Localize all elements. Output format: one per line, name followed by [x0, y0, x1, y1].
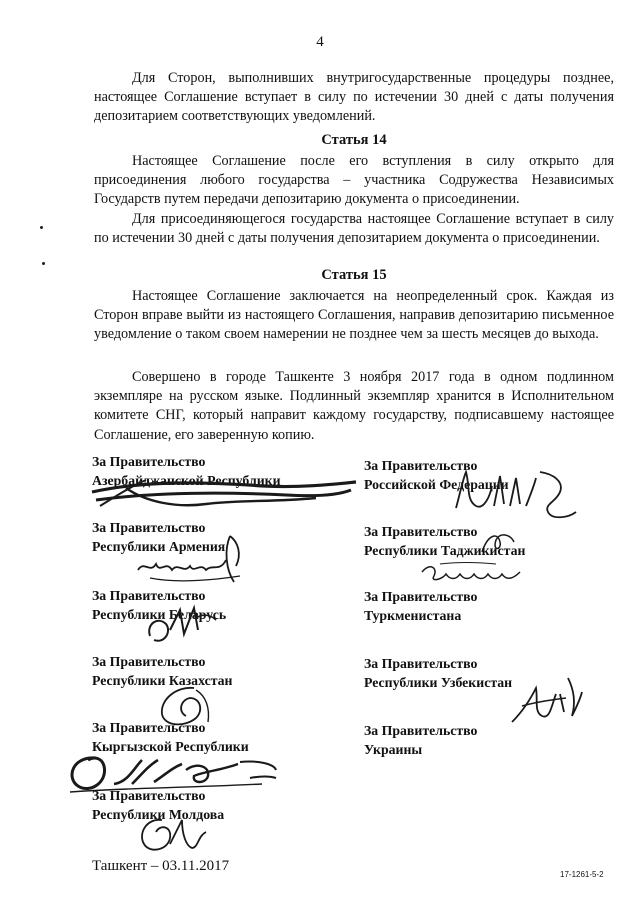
sig-line-2: Республики Молдова — [92, 807, 225, 822]
russia-signature-scribble — [436, 466, 586, 526]
article-15-body — [94, 287, 614, 345]
article-15-heading: Статья 15 — [321, 267, 387, 283]
sig-line-2: Республики Таджикистан — [364, 543, 526, 558]
sig-line-1: За Правительство — [364, 723, 478, 738]
sig-line-1: За Правительство — [92, 788, 206, 803]
kazakhstan-signature-scribble — [150, 682, 220, 732]
article-14-body — [94, 152, 614, 248]
sig-line-1: За Правительство — [364, 656, 478, 671]
sig-line-2: Республики Беларусь — [92, 607, 227, 622]
sig-line-1: За Правительство — [364, 524, 478, 539]
sig-line-1: За Правительство — [92, 720, 206, 735]
tajikistan-signature-scribble — [478, 528, 518, 558]
turkmenistan-signature-scribble — [416, 560, 526, 586]
paragraph-text: Для Сторон, выполнивших внутригосударственные процедуры позднее, настоящее Соглашение вступает в силу по истечении 30 дней с даты получения депозитарием соответствующих уведомлений. — [94, 70, 614, 125]
sig-line-2: Республики Узбекистан — [364, 675, 513, 690]
belarus-signature-scribble — [140, 600, 220, 650]
place-and-date: Ташкент – 03.11.2017 — [92, 858, 230, 874]
article-15-paragraph-1: Настоящее Соглашение заключается на неопределенный срок. Каждая из Сторон вправе выйти из настоящего Соглашения, направив депозитарию письменное уведомление о таком своем намерении не позднее чем за шесть месяцев до выхода. — [94, 288, 614, 343]
sig-line-2: Российской Федерации — [364, 477, 509, 492]
sig-line-2: Республики Казахстан — [92, 673, 233, 688]
sig-line-2: Украины — [364, 742, 423, 757]
armenia-signature-scribble — [130, 530, 260, 590]
scan-speck — [40, 226, 43, 229]
sig-line-1: За Правительство — [92, 588, 206, 603]
azerbaijan-signature-scribble — [86, 462, 366, 514]
sig-line-2: Азербайджанской Республики — [92, 473, 281, 488]
signature-block-turkmenistan — [364, 587, 477, 625]
page-number: 4 — [316, 34, 324, 50]
paragraph-entry-into-force — [94, 69, 614, 127]
signature-block-uzbekistan — [364, 654, 512, 692]
document-code: 17-1261-5-2 — [560, 870, 604, 879]
uzbekistan-signature-scribble — [506, 672, 586, 730]
sig-line-1: За Правительство — [364, 589, 478, 604]
sig-line-2: Республики Армения — [92, 539, 226, 554]
kyrgyzstan-signature-scribble — [62, 748, 282, 796]
sig-line-2: Туркменистана — [364, 608, 462, 623]
sig-line-1: За Правительство — [92, 454, 206, 469]
closing-text: Совершено в городе Ташкенте 3 ноября 2017 года в одном подлинном экземпляре на русском языке. Подлинный экземпляр хранится в Исполнительном комитете СНГ, который направит каждому государству, подписавшему настоящее Соглашение, его заверенную копию. — [94, 369, 614, 443]
article-14-paragraph-2: Для присоединяющегося государства настоящее Соглашение вступает в силу по истечении 30 дней с даты получения депозитарием документа о присоединении. — [94, 210, 614, 246]
sig-line-1: За Правительство — [364, 458, 478, 473]
article-14-heading: Статья 14 — [321, 132, 387, 148]
signature-block-ukraine — [364, 721, 477, 759]
moldova-signature-scribble — [132, 814, 212, 858]
sig-line-1: За Правительство — [92, 520, 206, 535]
sig-line-1: За Правительство — [92, 654, 206, 669]
article-14-paragraph-1: Настоящее Соглашение после его вступления в силу открыто для присоединения любого государства – участника Содружества Независимых Государств путем передачи депозитарию документа о присоединении. — [94, 153, 614, 208]
sig-line-2: Кыргызской Республики — [92, 739, 249, 754]
closing-paragraph — [94, 368, 614, 445]
scan-speck — [42, 262, 45, 265]
